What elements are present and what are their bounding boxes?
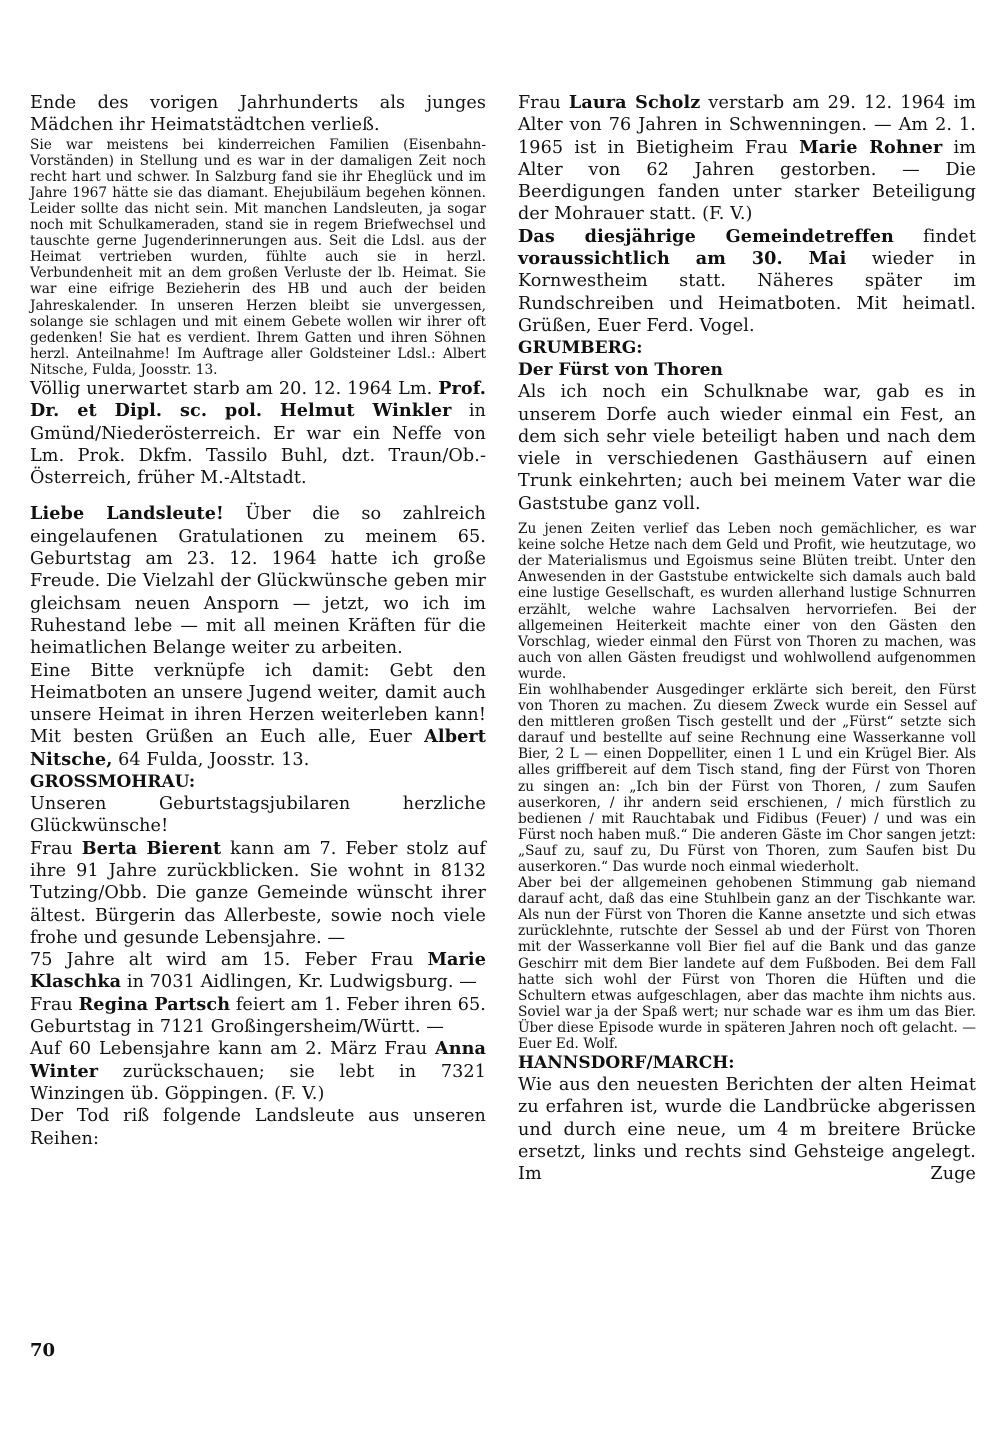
paragraph: Der Tod riß folgende Landsleute aus unseren Reihen: <box>30 1106 486 1149</box>
text: Eine Bitte verknüpfe ich damit: Gebt den Heimatboten an unsere Jugend weiter, damit auch unsere Heimat in ihren Herzen weiterleben kann! Mit besten Grüßen an Euch alle, Euer <box>30 660 486 748</box>
paragraph <box>30 994 486 1039</box>
paragraph <box>30 503 486 659</box>
paragraph <box>30 838 486 949</box>
text: kann am 7. Feber stolz auf ihre 91 Jahre zurückblicken. Sie wohnt in 8132 Tutzing/Obb. Die ganze Gemeinde wünscht ihrer ältest. Bürgerin das Allerbeste, sowie noch viele frohe und gesunde Lebensjahre. — <box>30 838 487 948</box>
text: feiert am 1. Feber ihren 65. Geburtstag in 7121 Großingersheim/Württ. — <box>30 994 486 1038</box>
text: Frau <box>30 994 79 1015</box>
text: Auf 60 Lebensjahre kann am 2. März Frau <box>30 1039 435 1060</box>
paragraph <box>518 92 976 226</box>
person-name: Albert Nitsche, <box>30 726 486 770</box>
text: Frau <box>30 838 82 859</box>
text: 75 Jahre alt wird am 15. Feber Frau <box>30 950 428 971</box>
article-title: Der Fürst von Thoren <box>518 360 723 381</box>
person-name: Laura Scholz <box>568 92 701 113</box>
person-name: Regina Partsch <box>78 993 231 1015</box>
text: in 7031 Aidlingen, Kr. Ludwigsburg. — <box>121 972 477 993</box>
emphasis: Das diesjährige Gemeindetreffen <box>518 225 894 247</box>
paragraph <box>518 226 976 337</box>
section-heading: GRUMBERG: <box>518 338 643 359</box>
paragraph: Wie aus den neuesten Berichten der alten Heimat zu erfahren ist, wurde die Landbrücke abgerissen und durch eine neue, um 4 m breitere Brücke ersetzt, links und rechts sind Gehsteige angelegt. Im Zuge <box>518 1075 976 1185</box>
text: Völlig unerwartet starb am 20. 12. 1964 Lm. <box>30 379 439 399</box>
paragraph <box>30 660 486 771</box>
paragraph: Unseren Geburtstagsjubilaren herzliche Glückwünsche! <box>30 794 486 837</box>
person-name: Berta Bierent <box>81 837 222 859</box>
salutation: Liebe Landsleute! <box>30 503 224 525</box>
text: 64 Fulda, Joosstr. 13. <box>112 749 310 770</box>
paragraph: Aber bei der allgemeinen gehobenen Stimmung gab niemand darauf acht, daß das eine Stuhlbein ganz an der Tischkante war. Als nun der Fürst von Thoren die Kanne ansetzte und sich etwas zurücklehnte, rutschte der Sessel ab und der Fürst von Thoren mit der Wasserkanne voll Bier fiel auf die Bank und das ganze Geschirr mit dem Bier landete auf dem Fußboden. Bei dem Fall hatte sich wohl der Fürst von Thoren die Hüften und die Schultern etwas aufgeschlagen, aber das machte ihm nichts aus. Soviel war ja der Spaß wert; nur schade war es ihm um das Bier. Über diese Episode wurde in späteren Jahren noch oft gelacht. — Euer Ed. Wolf. <box>518 875 976 1053</box>
text: Frau <box>518 93 569 113</box>
person-name: Anna Winter <box>30 1038 486 1082</box>
emphasis: voraussichtlich am 30. Mai <box>518 248 847 270</box>
paragraph: Als ich noch ein Schulknabe war, gab es in unserem Dorfe auch wieder einmal ein Fest, an dem sich sehr viele beteiligt haben und nach dem viele in verschiedenen Gasthäusern auf einen Trunk einkehrten; auch bei meinem Vater war die Gaststube ganz voll. <box>518 382 976 514</box>
text: verstarb am 29. 12. 1964 im Alter von 76 Jahren in Schwenningen. — Am 2. 1. 1965 ist in Bietigheim Frau <box>518 93 976 158</box>
section-heading: HANNSDORF/MARCH: <box>518 1053 735 1074</box>
person-name: Marie Klaschka <box>30 949 486 993</box>
text: wieder in Kornwestheim statt. Näheres später im Rundschreiben und Heimatboten. Mit heimatl. Grüßen, Euer Ferd. Vogel. <box>518 249 977 336</box>
page-number: 70 <box>30 1340 56 1361</box>
paragraph <box>30 1038 486 1105</box>
paragraph: Zu jenen Zeiten verlief das Leben noch gemächlicher, es war keine solche Hetze nach dem Geld und Profit, wie heutzutage, wo der Materialismus und Egoismus seine Blüten treibt. Unter den Anwesenden in der Gaststube entwickelte sich damals auch bald eine lustige Gesellschaft, es wurden allerhand lustige Schnurren erzählt, welche wahre Lachsalven hervorriefen. Bei der allgemeinen Heiterkeit machte einer von den Gästen den Vorschlag, wieder einmal den Fürst von Thoren zu machen, was auch von allen Gästen freudigst und wohlwollend aufgenommen wurde. <box>518 521 976 682</box>
paragraph: Ende des vorigen Jahrhunderts als junges Mädchen ihr Heimatstädtchen verließ. <box>30 93 486 136</box>
person-name: Marie Rohner <box>799 136 943 158</box>
left-column <box>30 92 486 1150</box>
paragraph: Ein wohlhabender Ausgedinger erklärte sich bereit, den Fürst von Thoren zu machen. Zu diesem Zweck wurde ein Sessel auf den mittleren großen Tisch gestellt und der „Fürst“ setzte sich darauf und bestellte auf seine Rechnung eine Wasserkanne voll Bier, 2 L — einen Doppelliter, einen 1 L und ein Krügel Bier. Als alles griffbereit auf dem Tisch stand, fing der Fürst von Thoren zu singen an: „Ich bin der Fürst von Thoren, / zum Saufen auserkoren, / ihr andern seid erschienen, / mich fürstlich zu bedienen / mit Rauchtabak und Fidibus (Feuer) / und was ein Fürst noch haben muß.“ Die anderen Gäste im Chor sangen jetzt: „Sauf zu, sauf zu, Du Fürst von Thoren, zum Saufen bist Du auserkoren.“ Das wurde noch einmal wiederholt. <box>518 681 976 876</box>
person-name: Prof. Dr. et Dipl. sc. pol. Helmut Winkler <box>30 378 486 422</box>
text: im Alter von 62 Jahren gestorben. — Die Beerdigungen fanden unter starker Beteiligung der Mohrauer statt. (F. V.) <box>518 137 977 225</box>
obituary-paragraph: Sie war meistens bei kinderreichen Familien (Eisenbahn-Vorständen) in Stellung und es war in der damaligen Zeit noch recht hart und schwer. In Salzburg fand sie ihr Eheglück und im Jahre 1967 hätte sie das diamant. Ehejubiläum begehen können. Leider sollte das nicht sein. Mit manchen Landsleuten, ja sogar noch mit Schulkameraden, stand sie in regem Briefwechsel und tauschte gerne Jugenderinnerungen aus. Seit die Ldsl. aus der Heimat vertrieben wurden, fühlte auch sie in herzl. Verbundenheit mit an dem großen Verluste der lb. Heimat. Sie war eine eifrige Bezieherin des HB und auch der beiden Jahreskalender. In unseren Herzen bleibt sie unvergessen, solange sie schlagen und mit einem Gebete wollen wir ihrer oft gedenken! Sie hat es verdient. Ihrem Gatten und ihren Söhnen herzl. Anteilnahme! Im Auftrage aller Goldsteiner Ldsl.: Albert Nitsche, Fulda, Joosstr. 13. <box>30 136 486 378</box>
text: Über die so zahlreich eingelaufenen Gratulationen zu meinem 65. Geburtstag am 23. 12. 1964 hatte ich große Freude. Die Vielzahl der Glückwünsche geben mir gleichsam neuen Ansporn — jetzt, wo ich im Ruhestand lebe — mit all meinen Kräften für die heimatlichen Belange weiter zu arbeiten. <box>30 504 486 659</box>
section-heading: GROSSMOHRAU: <box>30 772 196 793</box>
text: findet <box>893 226 976 247</box>
right-column <box>518 92 976 1186</box>
paragraph <box>30 378 486 489</box>
paragraph <box>30 949 486 994</box>
text: in Gmünd/Niederösterreich. Er war ein Neffe von Lm. Prok. Dkfm. Tassilo Buhl, dzt. Traun/Ob.-Österreich, früher M.-Altstadt. <box>30 401 486 489</box>
text: zurückschauen; sie lebt in 7321 Winzingen üb. Göppingen. (F. V.) <box>30 1061 486 1104</box>
